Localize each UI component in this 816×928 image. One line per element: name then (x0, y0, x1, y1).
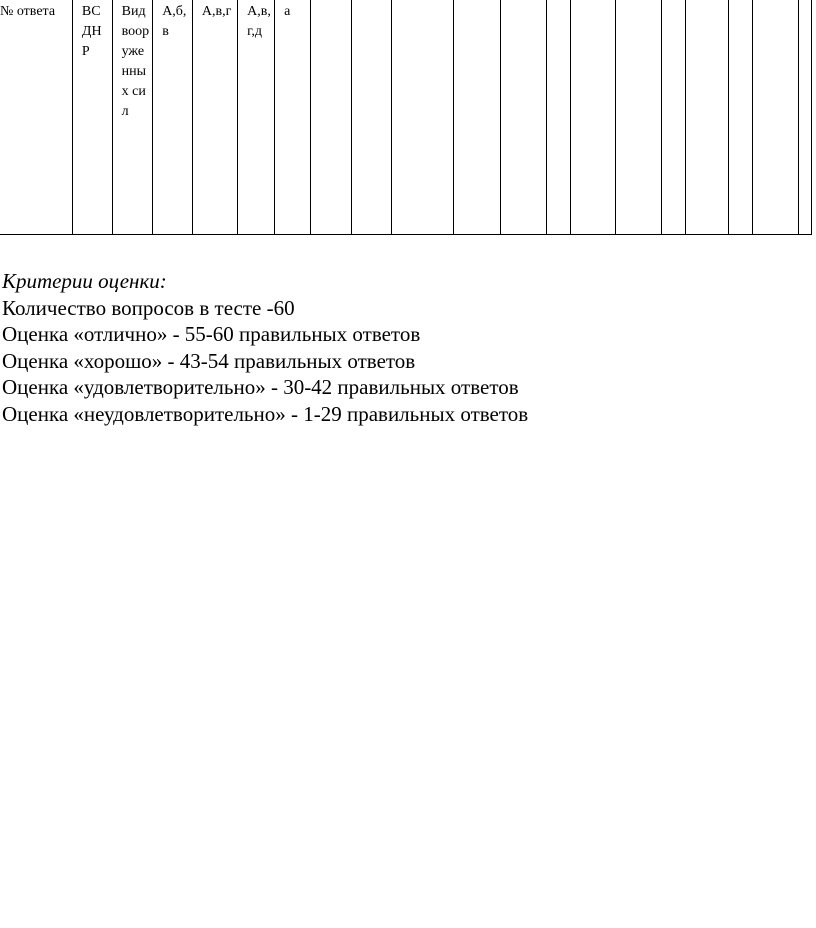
criteria-line: Оценка «отлично» - 55-60 правильных ответов (2, 322, 421, 346)
table-cell (753, 0, 798, 234)
table-cell (570, 0, 615, 234)
table-row (0, 0, 812, 234)
answer-table (0, 0, 812, 235)
criteria-line: Количество вопросов в тесте -60 (2, 295, 295, 320)
table-cell: ВСДНР (72, 0, 112, 234)
table-cell: А,в,г,д (238, 0, 275, 234)
table-cell (661, 0, 685, 234)
table-cell: А,б,в (153, 0, 193, 234)
criteria-line: Оценка «удовлетворительно» - 30-42 правильных ответов (2, 375, 519, 399)
table-cell (351, 0, 391, 234)
table-cell (729, 0, 753, 234)
criteria-line: Оценка «хорошо» - 43-54 правильных ответов (2, 348, 416, 373)
criteria-heading: Критерии оценки: (2, 269, 167, 293)
table-cell (501, 0, 547, 234)
table-cell: Вид вооруженных сил (112, 0, 153, 234)
table-cell (547, 0, 570, 234)
table-cell (453, 0, 500, 234)
criteria-section (2, 268, 528, 427)
table-cell: А,в,г (192, 0, 237, 234)
table-cell (685, 0, 729, 234)
criteria-line: Оценка «неудовлетворительно» - 1-29 правильных ответов (2, 401, 529, 426)
table-cell (391, 0, 453, 234)
table-cell (310, 0, 351, 234)
table-cell (798, 0, 811, 234)
table-cell (616, 0, 661, 234)
table-cell: а (275, 0, 311, 234)
row-label-cell: № ответа (0, 0, 72, 234)
